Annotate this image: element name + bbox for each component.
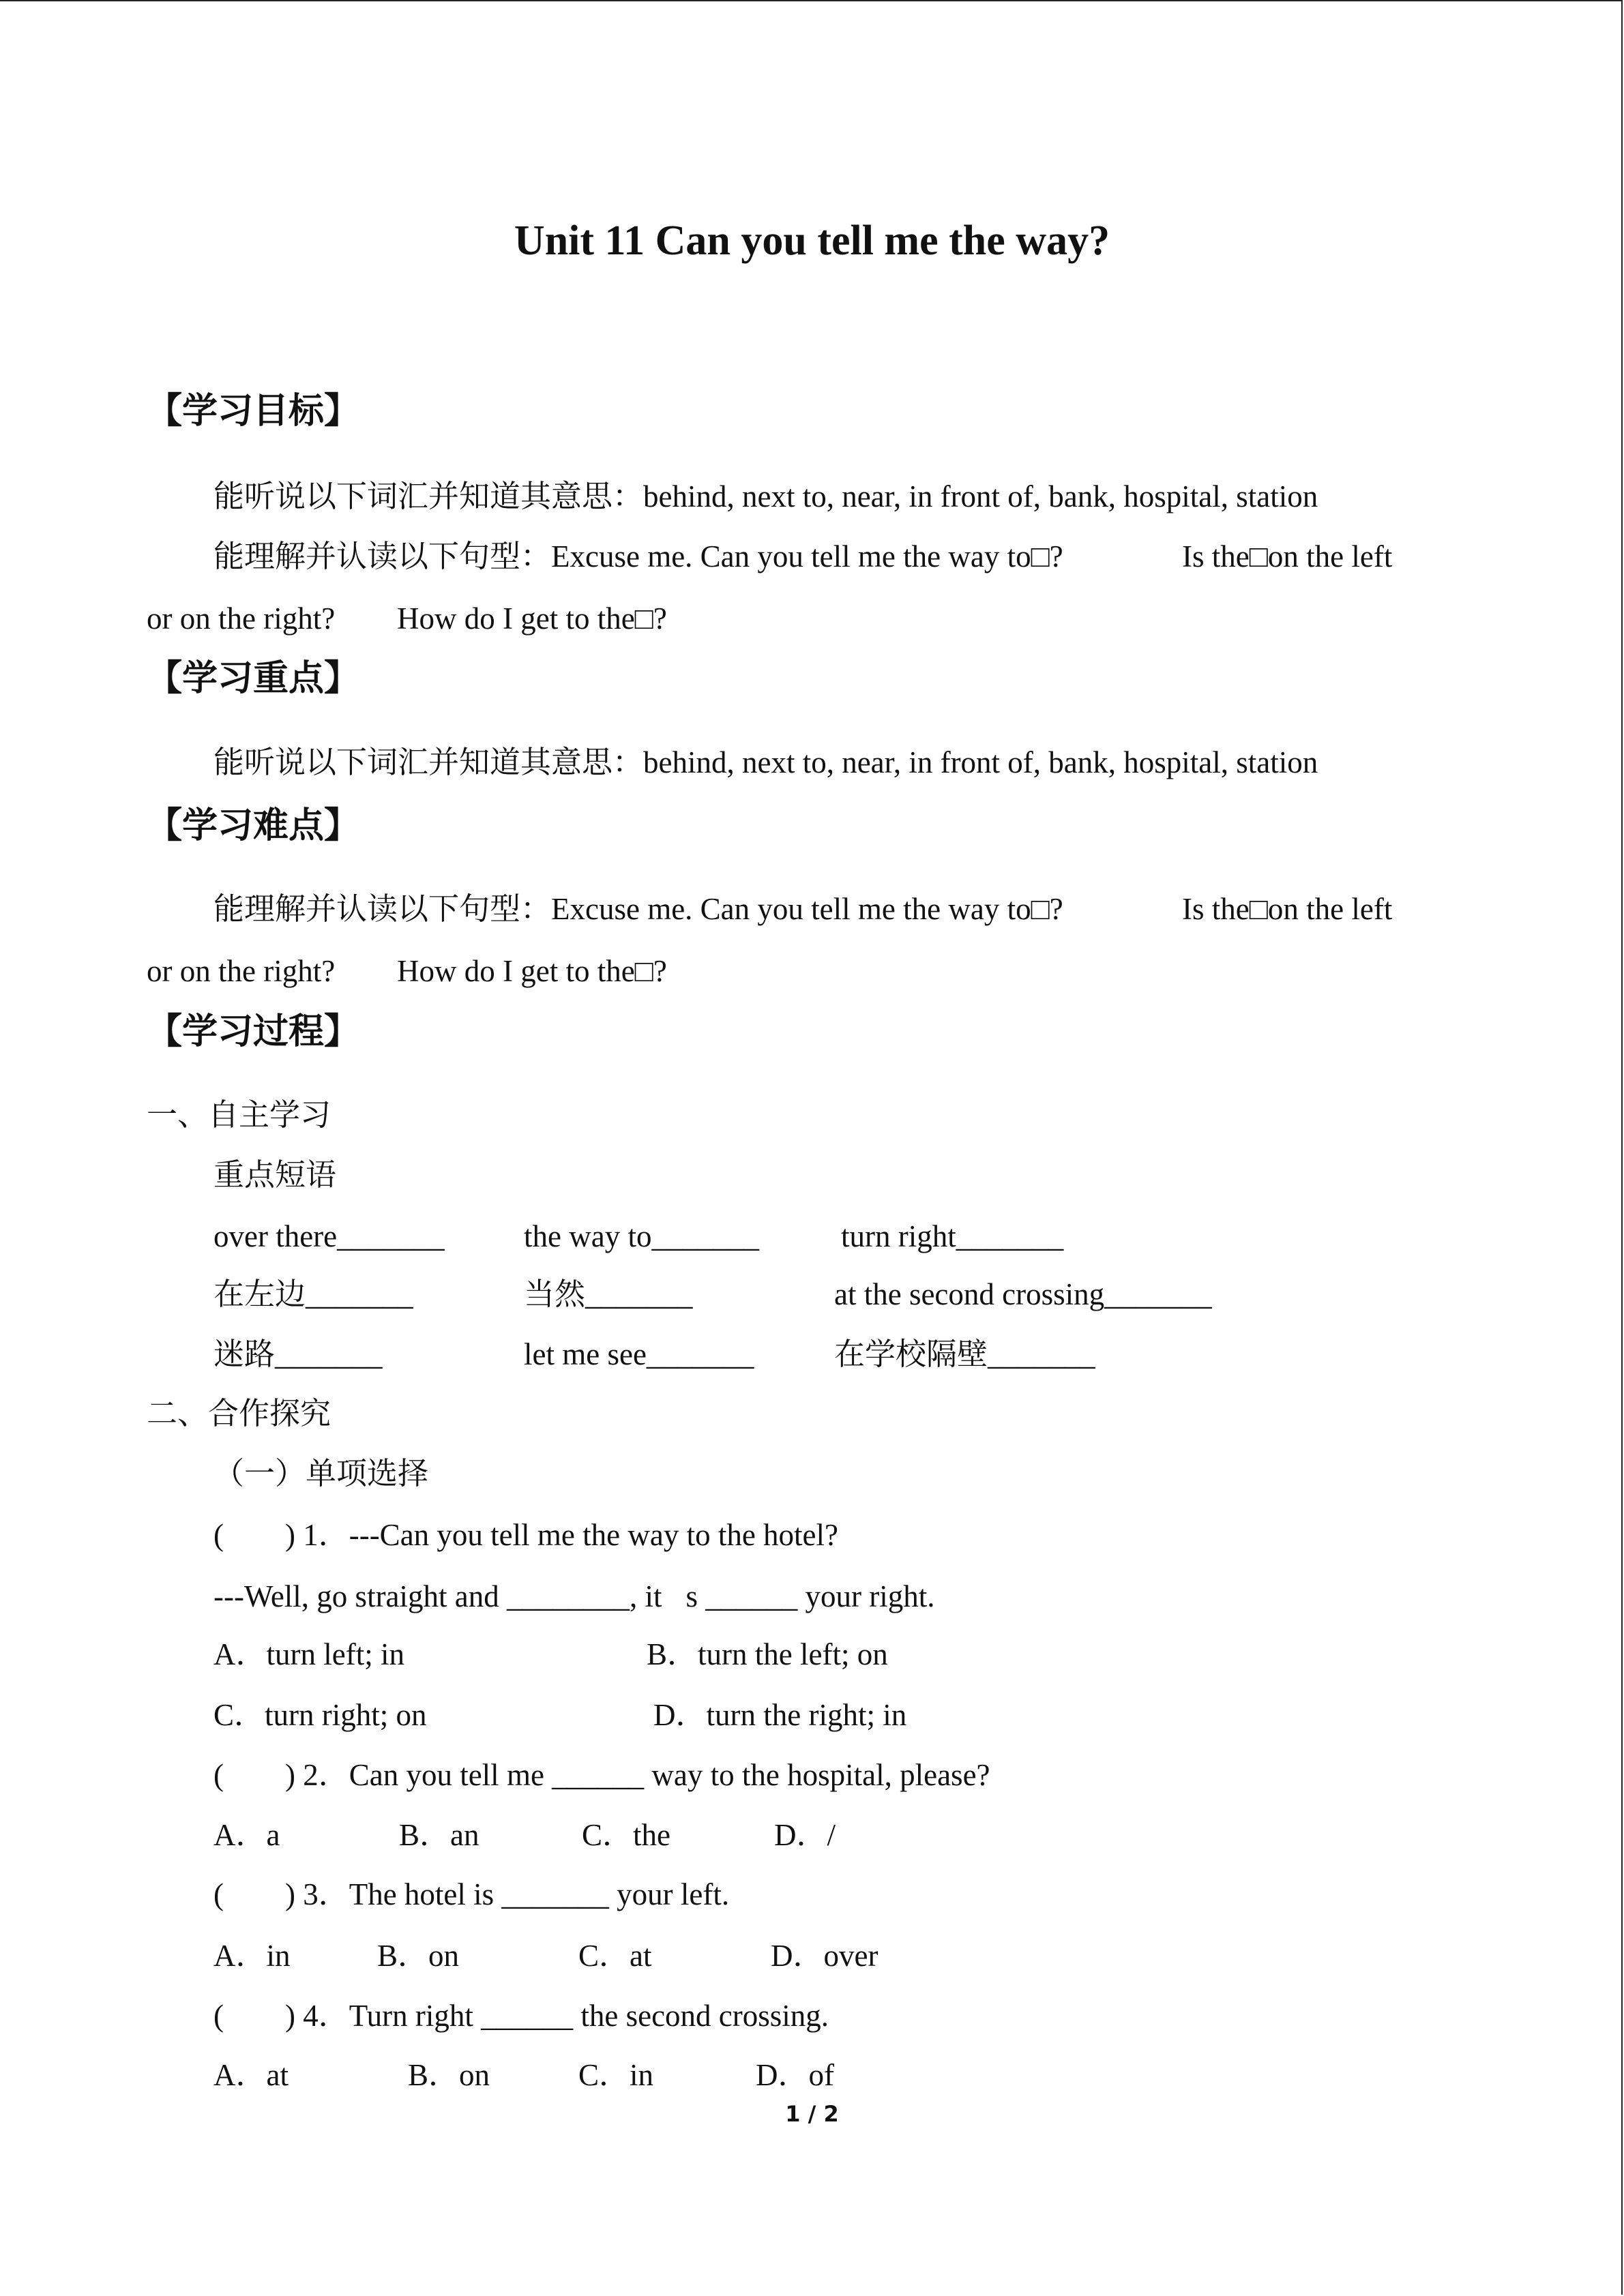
q2-option-c: C．the xyxy=(582,1818,670,1852)
q2-stem: ( ) 2．Can you tell me ______ way to the hospital, please? xyxy=(213,1758,990,1792)
part1-subheading: 重点短语 xyxy=(213,1158,337,1192)
phrase-3-1: 迷路_______ xyxy=(213,1337,383,1371)
part2-subheading: （一）单项选择 xyxy=(213,1457,429,1491)
goals-line-2b: Is the□on the left xyxy=(1182,539,1393,573)
part2-heading: 二、合作探究 xyxy=(147,1397,331,1431)
phrase-1-1: over there_______ xyxy=(213,1219,445,1253)
section-heading-difficulty: 【学习难点】 xyxy=(147,805,360,846)
q3-stem: ( ) 3．The hotel is _______ your left. xyxy=(213,1877,730,1911)
phrase-1-2: the way to_______ xyxy=(524,1219,759,1253)
q1-stem: ( ) 1．---Can you tell me the way to the hotel? xyxy=(213,1518,838,1552)
q1-option-c: C．turn right; on xyxy=(213,1698,427,1732)
q4-option-b: B．on xyxy=(408,2058,490,2092)
section-heading-key: 【学习重点】 xyxy=(147,658,360,699)
goals-line-1: 能听说以下词汇并知道其意思：behind, next to, near, in front of, bank, hospital, station xyxy=(213,479,1318,513)
q1-option-b: B．turn the left; on xyxy=(647,1637,888,1671)
page-number: 1 / 2 xyxy=(785,2101,839,2127)
difficulty-line-2a: or on the right? xyxy=(147,954,336,988)
phrase-3-3: 在学校隔壁_______ xyxy=(834,1337,1095,1371)
part1-heading: 一、自主学习 xyxy=(147,1098,331,1132)
phrase-1-3: turn right_______ xyxy=(841,1219,1064,1253)
q1-line-2: ---Well, go straight and ________, it⃞s ______ your right. xyxy=(213,1579,935,1613)
q4-option-c: C．in xyxy=(578,2058,654,2092)
goals-line-3a: or on the right? xyxy=(147,601,336,636)
q1-option-a: A．turn left; in xyxy=(213,1637,404,1671)
difficulty-line-2b: How do I get to the□? xyxy=(397,954,667,988)
q2-option-a: A．a xyxy=(213,1818,280,1852)
difficulty-line-1b: Is the□on the left xyxy=(1182,892,1393,926)
section-heading-goals: 【学习目标】 xyxy=(147,391,360,432)
q2-option-b: B．an xyxy=(399,1818,479,1852)
q4-option-a: A．at xyxy=(213,2058,289,2092)
difficulty-line-1a: 能理解并认读以下句型：Excuse me. Can you tell me the way to□? xyxy=(213,892,1063,926)
q3-option-b: B．on xyxy=(377,1939,460,1973)
phrase-2-3: at the second crossing_______ xyxy=(834,1277,1212,1311)
q3-option-c: C．at xyxy=(578,1939,652,1973)
q1-option-d: D．turn the right; in xyxy=(653,1698,907,1732)
phrase-3-2: let me see_______ xyxy=(524,1337,754,1371)
q3-option-a: A．in xyxy=(213,1939,291,1973)
q2-option-d: D．/ xyxy=(774,1818,836,1852)
phrase-2-1: 在左边_______ xyxy=(213,1277,413,1311)
goals-line-2a: 能理解并认读以下句型：Excuse me. Can you tell me the way to□? xyxy=(213,539,1063,573)
q4-option-d: D．of xyxy=(756,2058,834,2092)
goals-line-3b: How do I get to the□? xyxy=(397,601,667,636)
section-heading-process: 【学习过程】 xyxy=(147,1011,360,1052)
phrase-2-2: 当然_______ xyxy=(524,1277,693,1311)
key-line-1: 能听说以下词汇并知道其意思：behind, next to, near, in front of, bank, hospital, station xyxy=(213,745,1318,779)
q3-option-d: D．over xyxy=(771,1939,879,1973)
q4-stem: ( ) 4．Turn right ______ the second crossing. xyxy=(213,1999,829,2033)
document-title: Unit 11 Can you tell me the way? xyxy=(514,218,1110,264)
